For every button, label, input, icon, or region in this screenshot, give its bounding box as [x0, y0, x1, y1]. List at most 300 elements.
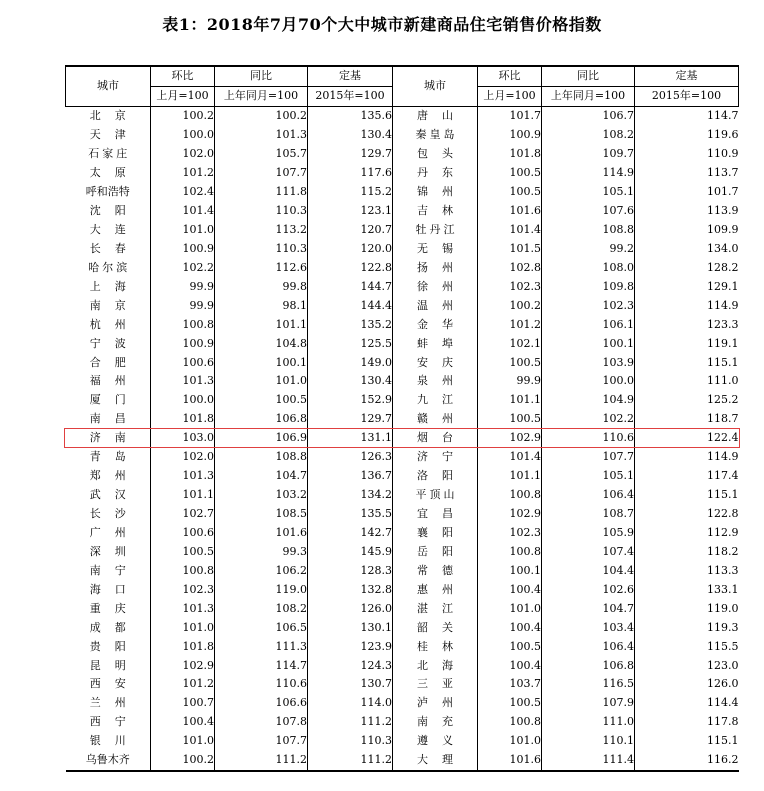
yoy-left-cell: 101.0	[215, 372, 308, 391]
city-left-cell: 重庆	[89, 601, 140, 615]
mom-left-cell: 99.9	[151, 296, 215, 315]
city-right-cell: 三亚	[393, 675, 478, 694]
yoy-right-cell: 108.0	[542, 258, 635, 277]
city-right-cell: 烟台	[393, 429, 478, 448]
mom-right-cell: 100.5	[478, 353, 542, 372]
yoy-right-cell: 103.4	[542, 618, 635, 637]
mom-right-cell: 100.2	[478, 296, 542, 315]
yoy-right-cell: 104.9	[542, 391, 635, 410]
city-left-cell: 西宁	[89, 715, 140, 729]
mom-right-cell: 101.0	[478, 599, 542, 618]
yoy-left-cell: 100.5	[215, 391, 308, 410]
yoy-right-cell: 116.5	[542, 675, 635, 694]
fixed-right-cell: 114.4	[635, 694, 739, 713]
table-row	[66, 106, 739, 125]
fixed-left-cell: 110.3	[308, 732, 393, 751]
table-row	[66, 713, 739, 732]
fixed-right-cell: 117.4	[635, 467, 739, 486]
mom-left-cell: 101.3	[151, 599, 215, 618]
fixed-left-cell: 129.7	[308, 410, 393, 429]
mom-right-cell: 102.9	[478, 505, 542, 524]
subheader-yoy-right: 上年同月=100	[542, 86, 635, 106]
mom-right-cell: 101.1	[478, 467, 542, 486]
fixed-left-cell: 122.8	[308, 258, 393, 277]
fixed-right-cell: 119.3	[635, 618, 739, 637]
city-left-cell: 兰州	[89, 696, 140, 710]
mom-right-cell: 101.4	[478, 221, 542, 240]
fixed-left-cell: 131.1	[308, 429, 393, 448]
table-row	[66, 391, 739, 410]
subheader-yoy-left: 上年同月=100	[215, 86, 308, 106]
table-row	[66, 486, 739, 505]
fixed-left-cell: 111.2	[308, 713, 393, 732]
fixed-right-cell: 113.3	[635, 561, 739, 580]
mom-left-cell: 100.8	[151, 561, 215, 580]
yoy-left-cell: 99.3	[215, 542, 308, 561]
fixed-left-cell: 117.6	[308, 164, 393, 183]
table-row	[66, 410, 739, 429]
table-row	[66, 505, 739, 524]
mom-left-cell: 101.8	[151, 637, 215, 656]
yoy-left-cell: 106.6	[215, 694, 308, 713]
fixed-right-cell: 118.2	[635, 542, 739, 561]
yoy-right-cell: 111.4	[542, 751, 635, 771]
yoy-left-cell: 107.7	[215, 732, 308, 751]
mom-left-cell: 100.5	[151, 542, 215, 561]
mom-right-cell: 101.5	[478, 239, 542, 258]
mom-left-cell: 100.2	[151, 106, 215, 125]
fixed-left-cell: 145.9	[308, 542, 393, 561]
table-row	[66, 353, 739, 372]
yoy-left-cell: 108.8	[215, 448, 308, 467]
mom-left-cell: 100.9	[151, 334, 215, 353]
header-mom-right: 环比	[478, 66, 542, 86]
city-right-cell: 岳阳	[393, 542, 478, 561]
mom-left-cell: 100.4	[151, 713, 215, 732]
city-right-cell: 济宁	[393, 448, 478, 467]
fixed-right-cell: 115.5	[635, 637, 739, 656]
yoy-left-cell: 106.9	[215, 429, 308, 448]
yoy-right-cell: 106.1	[542, 315, 635, 334]
city-left-cell: 大连	[89, 222, 140, 236]
fixed-left-cell: 130.1	[308, 618, 393, 637]
yoy-right-cell: 100.0	[542, 372, 635, 391]
fixed-right-cell: 122.4	[635, 429, 739, 448]
city-right-cell: 金华	[393, 315, 478, 334]
city-left-cell: 天津	[89, 128, 140, 142]
fixed-right-cell: 119.6	[635, 126, 739, 145]
mom-left-cell: 101.1	[151, 486, 215, 505]
mom-right-cell: 102.3	[478, 524, 542, 543]
mom-right-cell: 102.1	[478, 334, 542, 353]
table-row	[66, 239, 739, 258]
city-left-cell: 郑州	[89, 469, 140, 483]
table-row	[66, 732, 739, 751]
fixed-right-cell: 113.7	[635, 164, 739, 183]
city-left-cell: 石家庄	[88, 147, 131, 161]
yoy-right-cell: 107.4	[542, 542, 635, 561]
city-right-cell: 洛阳	[393, 467, 478, 486]
city-right-cell: 安庆	[393, 353, 478, 372]
fixed-left-cell: 124.3	[308, 656, 393, 675]
mom-right-cell: 100.4	[478, 580, 542, 599]
fixed-right-cell: 114.9	[635, 296, 739, 315]
fixed-left-cell: 144.7	[308, 277, 393, 296]
yoy-left-cell: 107.8	[215, 713, 308, 732]
table-row	[66, 618, 739, 637]
fixed-left-cell: 152.9	[308, 391, 393, 410]
yoy-right-cell: 108.8	[542, 221, 635, 240]
city-left-cell: 南昌	[89, 412, 140, 426]
fixed-left-cell: 128.3	[308, 561, 393, 580]
fixed-right-cell: 122.8	[635, 505, 739, 524]
table-row	[66, 694, 739, 713]
mom-right-cell: 101.1	[478, 391, 542, 410]
table-row	[66, 164, 739, 183]
city-right-cell: 惠州	[393, 580, 478, 599]
yoy-left-cell: 100.1	[215, 353, 308, 372]
table-row	[66, 524, 739, 543]
yoy-left-cell: 112.6	[215, 258, 308, 277]
table-row	[66, 599, 739, 618]
fixed-right-cell: 114.9	[635, 448, 739, 467]
fixed-right-cell: 114.7	[635, 106, 739, 125]
yoy-right-cell: 106.8	[542, 656, 635, 675]
city-left-cell: 北京	[89, 109, 140, 123]
yoy-left-cell: 108.5	[215, 505, 308, 524]
table-title: 表1：2018年7月70个大中城市新建商品住宅销售价格指数	[162, 15, 602, 34]
mom-left-cell: 102.0	[151, 448, 215, 467]
yoy-left-cell: 106.8	[215, 410, 308, 429]
table-row	[66, 675, 739, 694]
mom-left-cell: 101.3	[151, 467, 215, 486]
mom-left-cell: 100.2	[151, 751, 215, 771]
table-row	[66, 296, 739, 315]
city-left-cell: 成都	[89, 620, 140, 634]
price-index-table	[65, 65, 739, 772]
table-row	[66, 542, 739, 561]
mom-left-cell: 101.2	[151, 675, 215, 694]
yoy-right-cell: 110.1	[542, 732, 635, 751]
mom-right-cell: 100.8	[478, 542, 542, 561]
mom-left-cell: 103.0	[151, 429, 215, 448]
fixed-left-cell: 123.1	[308, 202, 393, 221]
city-right-cell: 遵义	[393, 732, 478, 751]
city-left-cell: 济南	[89, 431, 140, 445]
yoy-right-cell: 109.7	[542, 145, 635, 164]
city-right-cell: 丹东	[393, 164, 478, 183]
mom-right-cell: 100.5	[478, 183, 542, 202]
yoy-right-cell: 105.1	[542, 467, 635, 486]
city-right-cell: 徐州	[393, 277, 478, 296]
fixed-right-cell: 101.7	[635, 183, 739, 202]
mom-right-cell: 101.8	[478, 145, 542, 164]
city-left-cell: 南宁	[89, 563, 140, 577]
city-left-cell: 哈尔滨	[88, 260, 131, 274]
mom-left-cell: 102.4	[151, 183, 215, 202]
fixed-right-cell: 129.1	[635, 277, 739, 296]
fixed-left-cell: 135.5	[308, 505, 393, 524]
fixed-right-cell: 116.2	[635, 751, 739, 771]
yoy-left-cell: 100.2	[215, 106, 308, 125]
table-row	[66, 334, 739, 353]
mom-right-cell: 100.5	[478, 410, 542, 429]
yoy-right-cell: 108.2	[542, 126, 635, 145]
mom-right-cell: 100.5	[478, 164, 542, 183]
fixed-right-cell: 115.1	[635, 486, 739, 505]
mom-left-cell: 100.6	[151, 353, 215, 372]
fixed-left-cell: 134.2	[308, 486, 393, 505]
fixed-left-cell: 125.5	[308, 334, 393, 353]
city-right-cell: 大理	[393, 751, 478, 771]
header-row	[66, 66, 739, 86]
yoy-left-cell: 111.3	[215, 637, 308, 656]
yoy-right-cell: 109.8	[542, 277, 635, 296]
city-left-cell: 长沙	[89, 507, 140, 521]
city-right-cell: 南充	[393, 713, 478, 732]
city-right-cell: 温州	[393, 296, 478, 315]
fixed-left-cell: 144.4	[308, 296, 393, 315]
fixed-right-cell: 123.0	[635, 656, 739, 675]
fixed-left-cell: 129.7	[308, 145, 393, 164]
mom-left-cell: 101.2	[151, 164, 215, 183]
mom-right-cell: 100.4	[478, 656, 542, 675]
mom-left-cell: 100.0	[151, 391, 215, 410]
yoy-left-cell: 111.2	[215, 751, 308, 771]
subheader-fixed-right: 2015年=100	[635, 86, 739, 106]
city-right-cell: 湛江	[393, 599, 478, 618]
yoy-right-cell: 105.1	[542, 183, 635, 202]
city-left-cell: 上海	[89, 279, 140, 293]
fixed-left-cell: 130.4	[308, 126, 393, 145]
fixed-left-cell: 114.0	[308, 694, 393, 713]
yoy-right-cell: 114.9	[542, 164, 635, 183]
yoy-left-cell: 106.2	[215, 561, 308, 580]
header-fixed-left: 定基	[308, 66, 393, 86]
fixed-left-cell: 135.6	[308, 106, 393, 125]
mom-left-cell: 100.7	[151, 694, 215, 713]
mom-right-cell: 100.9	[478, 126, 542, 145]
fixed-right-cell: 110.9	[635, 145, 739, 164]
mom-left-cell: 100.9	[151, 239, 215, 258]
fixed-right-cell: 111.0	[635, 372, 739, 391]
fixed-left-cell: 126.0	[308, 599, 393, 618]
mom-right-cell: 100.5	[478, 637, 542, 656]
city-right-cell: 扬州	[393, 258, 478, 277]
table-row	[66, 145, 739, 164]
mom-right-cell: 101.6	[478, 751, 542, 771]
city-left-cell: 杭州	[89, 317, 140, 331]
city-left-cell: 厦门	[89, 393, 140, 407]
mom-left-cell: 101.0	[151, 221, 215, 240]
city-right-cell: 包头	[393, 145, 478, 164]
yoy-left-cell: 110.3	[215, 202, 308, 221]
mom-left-cell: 100.6	[151, 524, 215, 543]
table-row	[66, 221, 739, 240]
city-right-cell: 韶关	[393, 618, 478, 637]
yoy-left-cell: 105.7	[215, 145, 308, 164]
city-right-cell: 九江	[393, 391, 478, 410]
city-right-cell: 蚌埠	[393, 334, 478, 353]
fixed-right-cell: 118.7	[635, 410, 739, 429]
mom-left-cell: 102.0	[151, 145, 215, 164]
table-row	[66, 467, 739, 486]
city-left-cell: 乌鲁木齐	[66, 751, 151, 771]
table-row	[66, 258, 739, 277]
mom-left-cell: 101.0	[151, 732, 215, 751]
fixed-left-cell: 149.0	[308, 353, 393, 372]
fixed-left-cell: 120.0	[308, 239, 393, 258]
fixed-left-cell: 126.3	[308, 448, 393, 467]
yoy-left-cell: 107.7	[215, 164, 308, 183]
table-row	[66, 448, 739, 467]
header-yoy-right: 同比	[542, 66, 635, 86]
city-right-cell: 平顶山	[393, 486, 478, 505]
header-fixed-right: 定基	[635, 66, 739, 86]
mom-left-cell: 102.7	[151, 505, 215, 524]
yoy-left-cell: 106.5	[215, 618, 308, 637]
fixed-right-cell: 119.1	[635, 334, 739, 353]
yoy-right-cell: 104.4	[542, 561, 635, 580]
table-row	[66, 429, 739, 448]
yoy-left-cell: 110.6	[215, 675, 308, 694]
yoy-right-cell: 102.6	[542, 580, 635, 599]
table-row	[66, 183, 739, 202]
table-row	[66, 315, 739, 334]
table-row	[66, 277, 739, 296]
city-right-cell: 泉州	[393, 372, 478, 391]
mom-left-cell: 101.4	[151, 202, 215, 221]
mom-left-cell: 102.9	[151, 656, 215, 675]
fixed-right-cell: 113.9	[635, 202, 739, 221]
mom-right-cell: 102.8	[478, 258, 542, 277]
fixed-left-cell: 115.2	[308, 183, 393, 202]
mom-right-cell: 101.2	[478, 315, 542, 334]
yoy-right-cell: 107.7	[542, 448, 635, 467]
fixed-left-cell: 123.9	[308, 637, 393, 656]
city-left-cell: 南京	[89, 298, 140, 312]
header-city-right: 城市	[393, 66, 478, 106]
fixed-right-cell: 115.1	[635, 732, 739, 751]
mom-left-cell: 101.8	[151, 410, 215, 429]
yoy-left-cell: 101.1	[215, 315, 308, 334]
city-left-cell: 深圳	[89, 544, 140, 558]
mom-right-cell: 99.9	[478, 372, 542, 391]
fixed-right-cell: 123.3	[635, 315, 739, 334]
fixed-left-cell: 120.7	[308, 221, 393, 240]
city-right-cell: 吉林	[393, 202, 478, 221]
city-left-cell: 西安	[89, 677, 140, 691]
yoy-left-cell: 111.8	[215, 183, 308, 202]
city-right-cell: 宜昌	[393, 505, 478, 524]
fixed-left-cell: 136.7	[308, 467, 393, 486]
yoy-left-cell: 114.7	[215, 656, 308, 675]
mom-right-cell: 100.8	[478, 486, 542, 505]
subheader-fixed-left: 2015年=100	[308, 86, 393, 106]
mom-left-cell: 100.0	[151, 126, 215, 145]
mom-right-cell: 102.3	[478, 277, 542, 296]
fixed-left-cell: 135.2	[308, 315, 393, 334]
city-left-cell: 长春	[89, 241, 140, 255]
header-yoy-left: 同比	[215, 66, 308, 86]
yoy-right-cell: 105.9	[542, 524, 635, 543]
mom-right-cell: 101.0	[478, 732, 542, 751]
mom-right-cell: 100.1	[478, 561, 542, 580]
mom-right-cell: 102.9	[478, 429, 542, 448]
yoy-left-cell: 99.8	[215, 277, 308, 296]
yoy-right-cell: 110.6	[542, 429, 635, 448]
mom-left-cell: 102.3	[151, 580, 215, 599]
yoy-right-cell: 104.7	[542, 599, 635, 618]
table-row	[66, 202, 739, 221]
yoy-left-cell: 119.0	[215, 580, 308, 599]
table-body	[66, 106, 739, 770]
mom-left-cell: 100.8	[151, 315, 215, 334]
fixed-left-cell: 142.7	[308, 524, 393, 543]
city-left-cell: 贵阳	[89, 639, 140, 653]
yoy-right-cell: 102.2	[542, 410, 635, 429]
mom-right-cell: 101.4	[478, 448, 542, 467]
mom-right-cell: 103.7	[478, 675, 542, 694]
city-left-cell: 海口	[89, 582, 140, 596]
mom-right-cell: 100.4	[478, 618, 542, 637]
fixed-right-cell: 115.1	[635, 353, 739, 372]
city-left-cell: 银川	[89, 734, 140, 748]
mom-left-cell: 101.3	[151, 372, 215, 391]
city-left-cell: 武汉	[89, 488, 140, 502]
table-row	[66, 372, 739, 391]
yoy-right-cell: 106.4	[542, 486, 635, 505]
fixed-right-cell: 109.9	[635, 221, 739, 240]
mom-right-cell: 101.6	[478, 202, 542, 221]
fixed-right-cell: 134.0	[635, 239, 739, 258]
yoy-right-cell: 107.9	[542, 694, 635, 713]
mom-right-cell: 101.7	[478, 106, 542, 125]
yoy-left-cell: 110.3	[215, 239, 308, 258]
city-left-cell: 宁波	[89, 336, 140, 350]
city-right-cell: 泸州	[393, 694, 478, 713]
yoy-left-cell: 98.1	[215, 296, 308, 315]
table-row	[66, 561, 739, 580]
yoy-right-cell: 107.6	[542, 202, 635, 221]
yoy-left-cell: 113.2	[215, 221, 308, 240]
fixed-right-cell: 112.9	[635, 524, 739, 543]
yoy-right-cell: 111.0	[542, 713, 635, 732]
city-left-cell: 广州	[89, 525, 140, 539]
city-right-cell: 常德	[393, 561, 478, 580]
mom-left-cell: 99.9	[151, 277, 215, 296]
fixed-right-cell: 126.0	[635, 675, 739, 694]
mom-left-cell: 101.0	[151, 618, 215, 637]
yoy-left-cell: 104.7	[215, 467, 308, 486]
yoy-left-cell: 108.2	[215, 599, 308, 618]
fixed-right-cell: 133.1	[635, 580, 739, 599]
city-left-cell: 合肥	[89, 355, 140, 369]
fixed-right-cell: 125.2	[635, 391, 739, 410]
table-row	[66, 751, 739, 771]
mom-right-cell: 100.5	[478, 694, 542, 713]
city-left-cell: 昆明	[89, 658, 140, 672]
city-left-cell: 呼和浩特	[85, 185, 130, 199]
table-row	[66, 637, 739, 656]
city-right-cell: 赣州	[393, 410, 478, 429]
city-right-cell: 锦州	[393, 183, 478, 202]
city-right-cell: 牡丹江	[393, 221, 478, 240]
fixed-left-cell: 132.8	[308, 580, 393, 599]
city-left-cell: 沈阳	[89, 204, 140, 218]
city-right-cell: 桂林	[393, 637, 478, 656]
yoy-right-cell: 108.7	[542, 505, 635, 524]
